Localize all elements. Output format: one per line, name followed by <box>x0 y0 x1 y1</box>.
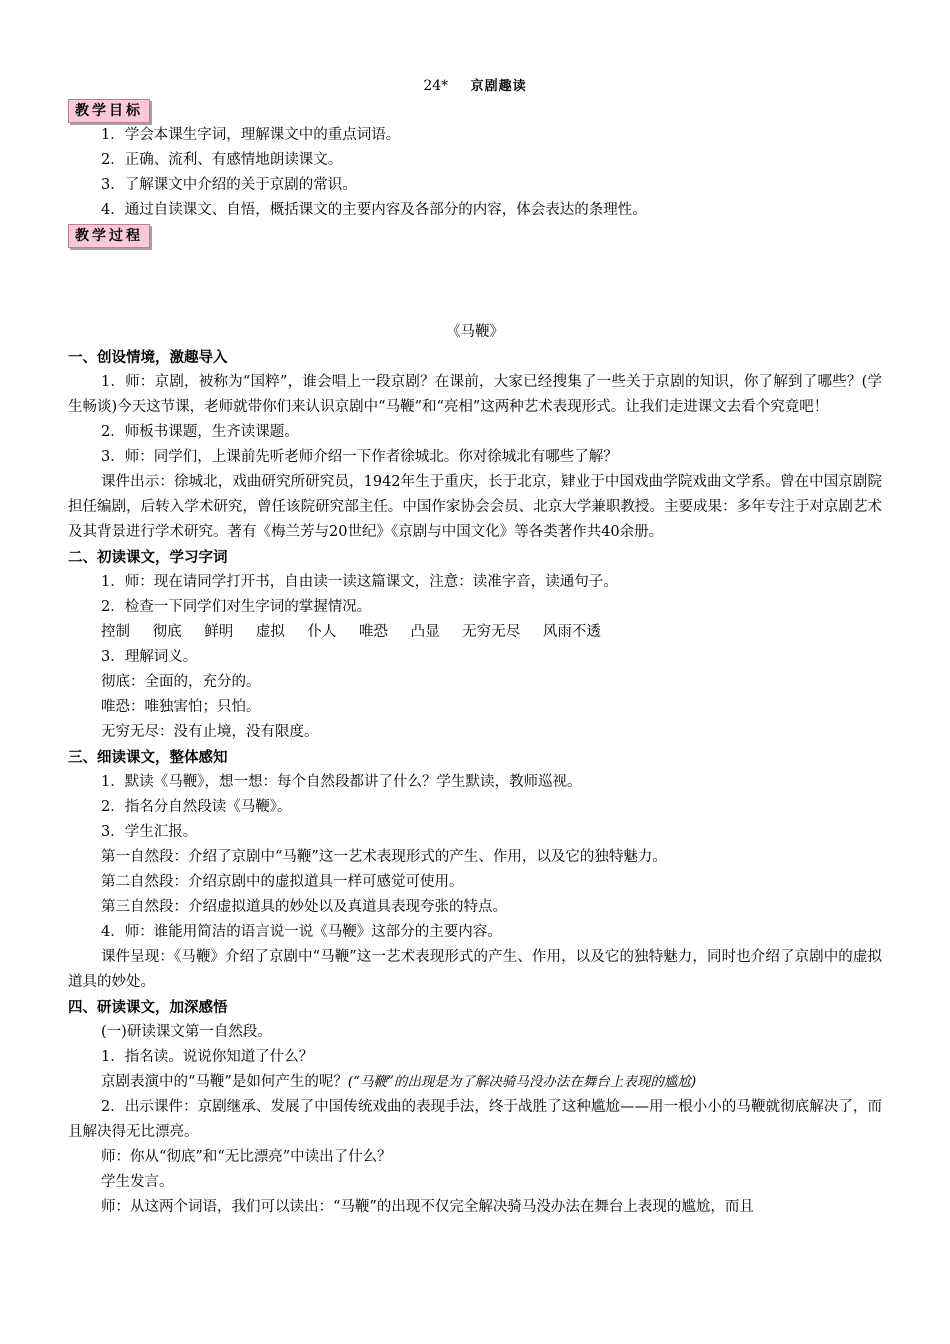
goal-item: 1．学会本课生字词，理解课文中的重点词语。 <box>101 127 401 143</box>
teaching-goals-badge: 教学目标 <box>68 99 150 123</box>
vocab-word: 唯恐 <box>359 624 389 640</box>
paragraph: 课件呈现：《马鞭》介绍了京剧中“马鞭”这一艺术表现形式的产生、作用，以及它的独特魅力，同时也介绍了京剧中的虚拟道具的妙处。 <box>68 949 882 990</box>
paragraph: 2．出示课件：京剧继承、发展了中国传统戏曲的表现手法，终于战胜了这种尴尬——用一根小小的马鞭就彻底解决了，而且解决得无比漂亮。 <box>68 1099 882 1140</box>
answer-note: (“马鞭”的出现是为了解决骑马没办法在舞台上表现的尴尬) <box>347 1074 697 1090</box>
teaching-process-badge: 教学过程 <box>68 224 150 248</box>
paragraph: 2．指名分自然段读《马鞭》。 <box>101 799 292 815</box>
section-heading: 四、研读课文，加深感悟 <box>68 999 228 1016</box>
vocab-word: 虚拟 <box>255 624 285 640</box>
paragraph: 1．指名读。说说你知道了什么？ <box>101 1049 314 1065</box>
paragraph: 学生发言。 <box>101 1174 174 1190</box>
section-heading: 二、初读课文，学习字词 <box>68 549 228 566</box>
paragraph: 2．师板书课题，生齐读课题。 <box>101 424 299 440</box>
paragraph: 师：你从“彻底”和“无比漂亮”中读出了什么？ <box>101 1149 392 1165</box>
goal-item: 4．通过自读课文、自悟，概括课文的主要内容及各部分的内容，体会表达的条理性。 <box>101 202 647 218</box>
paragraph: 2．检查一下同学们对生字词的掌握情况。 <box>101 599 372 615</box>
paragraph: 1．默读《马鞭》，想一想：每个自然段都讲了什么？学生默读，教师巡视。 <box>101 774 582 790</box>
vocab-word: 仆人 <box>307 624 337 640</box>
vocab-word: 控制 <box>101 624 130 640</box>
section-heading: 三、细读课文，整体感知 <box>68 749 228 766</box>
paragraph: 4．师：谁能用简洁的语言说一说《马鞭》这部分的主要内容。 <box>101 924 502 940</box>
vocabulary-list <box>68 620 882 645</box>
question-text: 京剧表演中的“马鞭”是如何产生的呢？ <box>101 1074 348 1090</box>
vocab-word: 彻底 <box>152 624 182 640</box>
paragraph: 3．理解词义。 <box>101 649 198 665</box>
definition: 无穷无尽：没有止境，没有限度。 <box>101 724 319 740</box>
paragraph: (一)研读课文第一自然段。 <box>101 1024 272 1040</box>
vocab-word: 无穷无尽 <box>462 624 521 640</box>
vocab-word: 风雨不透 <box>542 624 601 640</box>
goal-item: 3．了解课文中介绍的关于京剧的常识。 <box>101 177 357 193</box>
paragraph: 3．学生汇报。 <box>101 824 198 840</box>
subtitle: 《马鞭》 <box>446 324 504 340</box>
lesson-number: 24* <box>423 78 449 94</box>
definition: 彻底：全面的，充分的。 <box>101 674 261 690</box>
goal-item: 2．正确、流利、有感情地朗读课文。 <box>101 152 343 168</box>
paragraph: 1．师：京剧，被称为“国粹”，谁会唱上一段京剧？在课前，大家已经搜集了一些关于京剧的知识，你了解到了哪些？(学生畅谈)今天这节课，老师就带你们来认识京剧中“马鞭”和“亮相”这两种艺术表现形式。让我们走进课文去看个究竟吧！ <box>68 374 882 415</box>
document-page <box>68 74 882 1220</box>
section-heading: 一、创设情境，激趣导入 <box>68 349 228 366</box>
paragraph: 课件出示：徐城北，戏曲研究所研究员，1942年生于重庆，长于北京，肄业于中国戏曲学院戏曲文学系。曾在中国京剧院担任编剧，后转入学术研究，曾任该院研究部主任。中国作家协会会员、北京大学兼职教授。主要成果：多年专注于对京剧艺术及其背景进行学术研究。著有《梅兰芳与20世纪》《京剧与中国文化》等各类著作共40余册。 <box>68 474 882 540</box>
paragraph: 3．师：同学们，上课前先听老师介绍一下作者徐城北。你对徐城北有哪些了解？ <box>101 449 618 465</box>
lesson-title <box>68 74 882 98</box>
paragraph-with-note <box>68 1070 882 1095</box>
paragraph: 1．师：现在请同学打开书，自由读一读这篇课文，注意：读准字音，读通句子。 <box>101 574 618 590</box>
vocab-word: 鲜明 <box>204 624 234 640</box>
paragraph: 师：从这两个词语，我们可以读出：“马鞭”的出现不仅完全解决骑马没办法在舞台上表现的尴尬，而且 <box>101 1199 754 1215</box>
definition: 唯恐：唯独害怕；只怕。 <box>101 699 261 715</box>
lesson-name: 京剧趣读 <box>470 79 527 94</box>
paragraph: 第三自然段：介绍虚拟道具的妙处以及真道具表现夸张的特点。 <box>101 899 507 915</box>
paragraph: 第二自然段：介绍京剧中的虚拟道具一样可感觉可使用。 <box>101 874 464 890</box>
vocab-word: 凸显 <box>410 624 440 640</box>
paragraph: 第一自然段：介绍了京剧中“马鞭”这一艺术表现形式的产生、作用，以及它的独特魅力。 <box>101 849 667 865</box>
